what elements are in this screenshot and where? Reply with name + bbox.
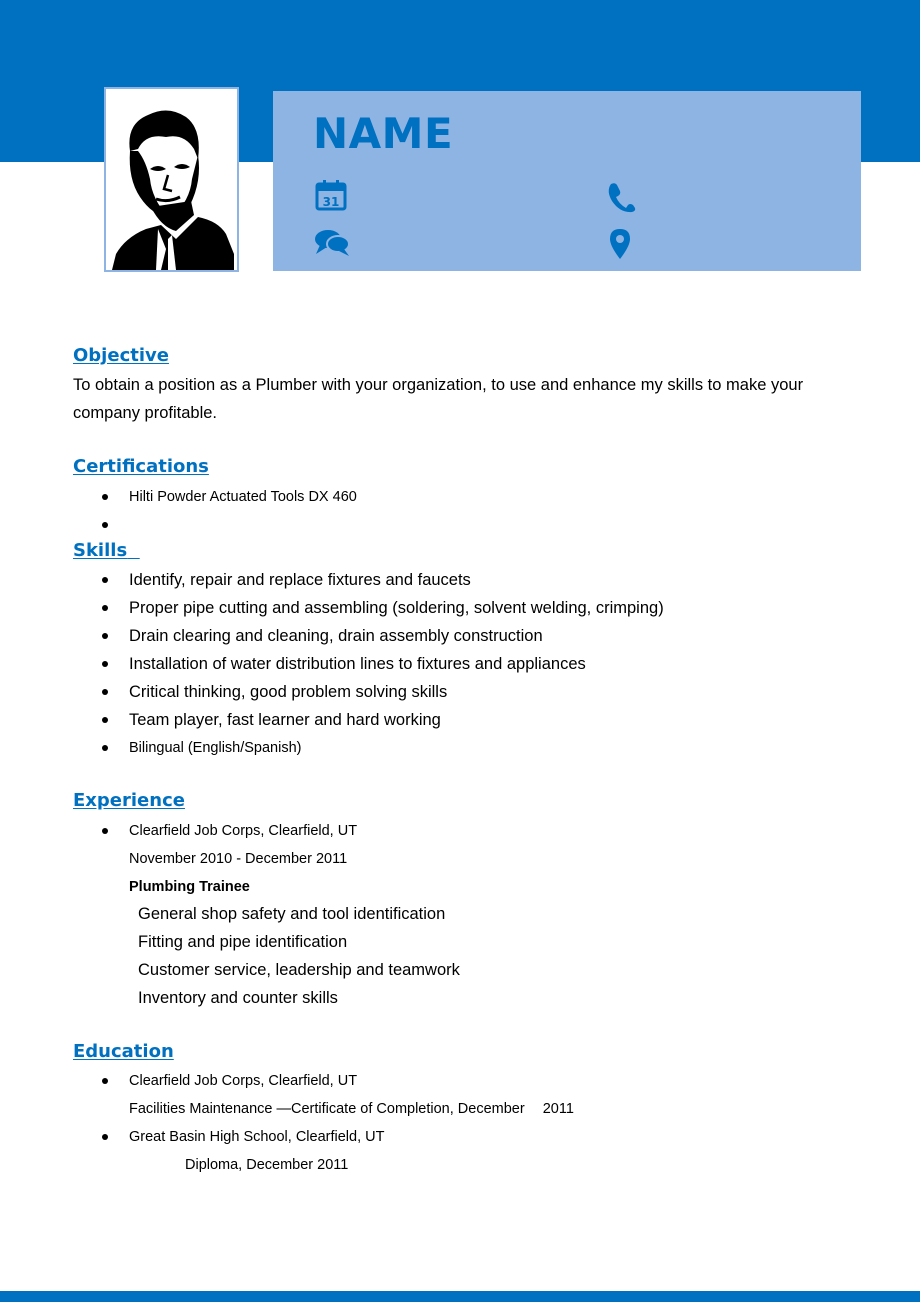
skills-list xyxy=(0,566,664,762)
education-detail: Diploma, December 2011 xyxy=(185,1157,349,1173)
duty-item: Customer service, leadership and teamwork xyxy=(138,961,460,979)
list-item: Drain clearing and cleaning, drain assembly construction xyxy=(0,622,664,650)
list-item: Proper pipe cutting and assembling (soldering, solvent welding, crimping) xyxy=(0,594,664,622)
skills-heading: Skills xyxy=(73,540,128,561)
list-item: Team player, fast learner and hard working xyxy=(0,706,664,734)
profile-photo xyxy=(104,87,239,272)
list-item: Clearfield Job Corps, Clearfield, UT xyxy=(0,817,357,845)
svg-text:31: 31 xyxy=(322,195,340,209)
experience-heading: Experience xyxy=(73,790,185,811)
list-item xyxy=(0,511,357,539)
list-item: Hilti Powder Actuated Tools DX 460 xyxy=(0,483,357,511)
candidate-name: NAME xyxy=(313,109,454,158)
certifications-heading: Certifications xyxy=(73,456,209,477)
education-list-2 xyxy=(0,1123,384,1151)
education-list xyxy=(0,1067,357,1095)
job-role: Plumbing Trainee xyxy=(129,879,250,895)
list-item: Critical thinking, good problem solving skills xyxy=(0,678,664,706)
list-item: Bilingual (English/Spanish) xyxy=(0,734,664,762)
duty-item: General shop safety and tool identification xyxy=(138,905,446,923)
header-contact-box xyxy=(273,91,861,271)
objective-text: To obtain a position as a Plumber with your organization, to use and enhance my skills to make your company profitable. xyxy=(73,376,804,422)
objective-heading: Objective xyxy=(73,345,169,366)
list-item: Installation of water distribution lines to fixtures and appliances xyxy=(0,650,664,678)
education-heading: Education xyxy=(73,1041,174,1062)
duty-item: Inventory and counter skills xyxy=(138,989,338,1007)
list-item: Clearfield Job Corps, Clearfield, UT xyxy=(0,1067,357,1095)
chat-icon xyxy=(314,228,350,258)
duty-item: Fitting and pipe identification xyxy=(138,933,348,951)
experience-dates: November 2010 - December 2011 xyxy=(129,851,348,867)
experience-list xyxy=(0,817,357,845)
bottom-banner xyxy=(0,1291,920,1302)
education-detail: Facilities Maintenance —Certificate of Completion, December 2011 xyxy=(129,1101,574,1117)
list-item: Identify, repair and replace fixtures and faucets xyxy=(0,566,664,594)
calendar-icon xyxy=(315,179,347,211)
certifications-list xyxy=(0,483,357,539)
phone-icon xyxy=(606,181,636,213)
location-pin-icon xyxy=(609,229,631,259)
list-item: Great Basin High School, Clearfield, UT xyxy=(0,1123,384,1151)
